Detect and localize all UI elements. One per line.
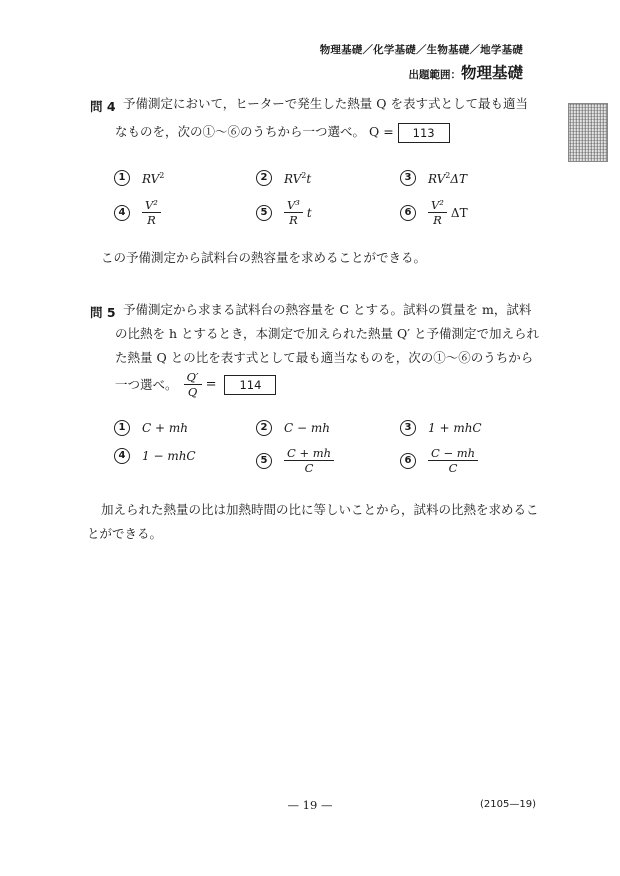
- option-mark: 6: [400, 205, 416, 221]
- q4-option-4[interactable]: [114, 198, 161, 227]
- option-mark: 1: [114, 170, 130, 186]
- q4-option-4-fraction: [142, 198, 161, 227]
- q4-note: この予備測定から試料台の熱容量を求めることができる。: [101, 250, 427, 265]
- q4-option-6-fraction: [428, 198, 447, 227]
- q5-answer-box[interactable]: 114: [224, 375, 276, 395]
- option-mark: 2: [256, 170, 272, 186]
- fraction-numerator: V²: [142, 198, 161, 213]
- fraction-numerator: C + mh: [284, 446, 334, 461]
- q4-option-2-tail: t: [306, 171, 312, 186]
- q5-option-3-expr: 1 + mhC: [428, 421, 482, 435]
- fraction-denominator: Q: [187, 385, 198, 399]
- q4-line1: 予備測定において，ヒーターで発生した熱量 Q を表す式として最も適当: [123, 96, 528, 111]
- option-mark: 4: [114, 448, 130, 464]
- q4-option-6[interactable]: [400, 198, 468, 227]
- q5-option-4-expr: 1 − mhC: [142, 449, 196, 463]
- q4-option-1-sup: 2: [159, 170, 165, 180]
- q4-option-1-expr: RV: [142, 171, 160, 186]
- q4-option-6-tail: ΔT: [450, 205, 468, 220]
- q4-option-2[interactable]: [256, 170, 311, 186]
- fraction-denominator: R: [433, 213, 442, 227]
- q5-ratio-fraction: [184, 370, 202, 399]
- option-mark: 4: [114, 205, 130, 221]
- q5-note-line2: とができる。: [87, 526, 163, 541]
- option-mark: 3: [400, 420, 416, 436]
- q4-number: 問 4: [90, 99, 116, 114]
- option-mark: 2: [256, 420, 272, 436]
- subjects-header: 物理基礎／化学基礎／生物基礎／地学基礎: [319, 44, 523, 56]
- q4-option-5-fraction: [284, 198, 303, 227]
- range-value: 物理基礎: [460, 64, 523, 82]
- q5-option-3[interactable]: [400, 420, 482, 436]
- fraction-numerator: C − mh: [428, 446, 478, 461]
- fraction-denominator: C: [448, 461, 458, 475]
- q4-option-5[interactable]: [256, 198, 312, 227]
- option-mark: 3: [400, 170, 416, 186]
- fraction-numerator: Q′: [184, 370, 202, 385]
- option-mark: 5: [256, 205, 272, 221]
- q5-line4: [115, 370, 276, 399]
- page-number: — 19 —: [287, 798, 333, 812]
- q5-option-5[interactable]: [256, 446, 334, 475]
- fraction-denominator: R: [147, 213, 156, 227]
- option-mark: 5: [256, 453, 272, 469]
- q4-option-3-tail: ΔT: [450, 171, 468, 186]
- q4-option-3-sup: 2: [445, 170, 451, 180]
- q5-option-6[interactable]: [400, 446, 478, 475]
- q4-line2: [115, 120, 450, 144]
- range-label: 出題範囲：: [408, 69, 461, 81]
- q5-line4-text: 一つ選べ。: [115, 376, 178, 392]
- fraction-numerator: V³: [284, 198, 303, 213]
- q5-option-2-expr: C − mh: [284, 421, 330, 435]
- q4-option-1[interactable]: [114, 170, 164, 186]
- fraction-denominator: C: [304, 461, 314, 475]
- q5-line2: の比熱を h とするとき，本測定で加えられた熱量 Q′ と予備測定で加えられ: [115, 326, 540, 341]
- page-code: (2105—19): [480, 799, 536, 810]
- q4-option-3[interactable]: [400, 170, 467, 186]
- range-header: [408, 61, 523, 83]
- fraction-denominator: R: [289, 213, 298, 227]
- q4-line2-text: なものを，次の①～⑥のうちから一つ選べ。 Q =: [115, 124, 394, 139]
- side-index-tab: [568, 103, 608, 162]
- q5-number: 問 5: [90, 305, 116, 320]
- fraction-numerator: V²: [428, 198, 447, 213]
- q5-note-line1: 加えられた熱量の比は加熱時間の比に等しいことから，試料の比熱を求めるこ: [101, 502, 539, 517]
- q5-option-5-fraction: [284, 446, 334, 475]
- q4-option-3-expr: RV: [428, 171, 446, 186]
- q4-option-5-tail: t: [306, 205, 312, 220]
- q4-option-2-sup: 2: [301, 170, 307, 180]
- q4-answer-box[interactable]: 113: [398, 123, 450, 143]
- q5-option-1[interactable]: [114, 420, 188, 436]
- q5-line3: た熱量 Q との比を表す式として最も適当なものを，次の①～⑥のうちから: [115, 350, 534, 365]
- equals-sign: =: [205, 376, 217, 392]
- option-mark: 1: [114, 420, 130, 436]
- q5-option-4[interactable]: [114, 448, 196, 464]
- q5-option-1-expr: C + mh: [142, 421, 188, 435]
- q5-option-2[interactable]: [256, 420, 330, 436]
- q4-option-2-expr: RV: [284, 171, 302, 186]
- q5-option-6-fraction: [428, 446, 478, 475]
- option-mark: 6: [400, 453, 416, 469]
- q5-line1: 予備測定から求まる試料台の熱容量を C とする。試料の質量を m，試料: [123, 302, 532, 317]
